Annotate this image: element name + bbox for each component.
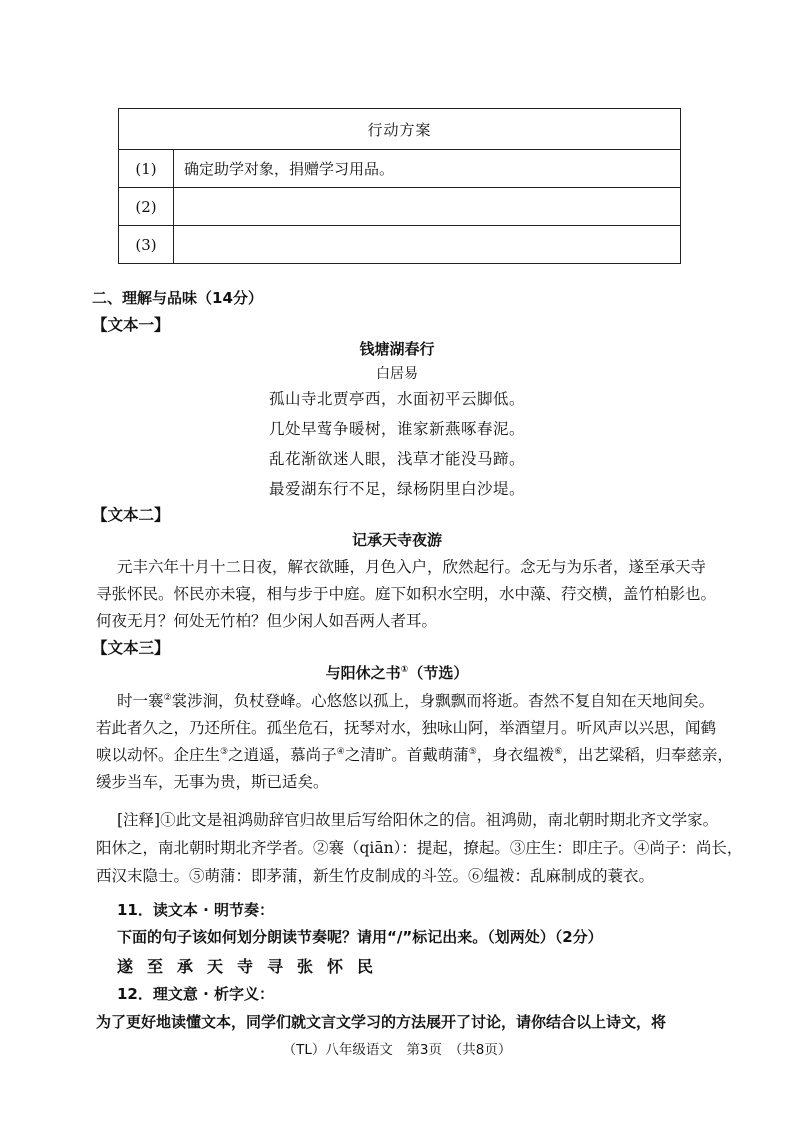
text3-label: 【文本三】: [92, 638, 170, 657]
text3-fragment: ，出艺粱稻，归奉慈亲，: [562, 746, 733, 764]
question-12-prompt: 为了更好地读懂文本，同学们就文言文学习的方法展开了讨论，请你结合以上诗文，将: [96, 1013, 667, 1031]
row-answer-blank[interactable]: [174, 188, 681, 226]
text2-title: 记承天寺夜游: [351, 531, 442, 549]
footnote-marker: ②: [163, 692, 172, 703]
poem-line: 乱花渐欲迷人眼，浅草才能没马蹄。: [268, 450, 525, 468]
text2-label: 【文本二】: [92, 505, 170, 524]
text3-title-suffix: （节选）: [408, 664, 469, 682]
table-row: [119, 226, 681, 264]
text3-fragment: 之逍遥，慕尚子: [228, 746, 337, 764]
row-answer-blank[interactable]: [174, 226, 681, 264]
footnote-marker: ⑤: [468, 746, 477, 757]
question-11-sentence[interactable]: 遂至承天寺寻张怀民: [117, 957, 388, 976]
annotation-line: [注释]①此文是祖鸿勋辞官归故里后写给阳休之的信。祖鸿勋，南北朝时期北齐文学家。: [117, 811, 719, 829]
text3-title: [0, 662, 794, 683]
text2-line: 寻张怀民。怀民亦未寝，相与步于中庭。庭下如积水空明，水中藻、荇交横，盖竹柏影也。: [96, 585, 717, 603]
footnote-marker: ①: [400, 665, 409, 675]
table-header: 行动方案: [119, 109, 681, 150]
table-row: [119, 150, 681, 188]
text3-fragment: 唳以动怀。企庄生: [96, 746, 221, 764]
text1-author: 白居易: [376, 366, 418, 382]
text3-fragment: 时一褰: [117, 692, 164, 710]
poem-line: 几处早莺争暖树，谁家新燕啄春泥。: [268, 420, 525, 438]
text3-line: [96, 743, 733, 765]
footnote-marker: ③: [220, 746, 229, 757]
text3-fragment: 裳涉涧，负杖登峰。心悠悠以孤上，身飘飘而将逝。杳然不复自知在天地间矣。: [171, 692, 715, 710]
question-11-title: 11．读文本 · 明节奏：: [117, 901, 275, 919]
table-row: [119, 188, 681, 226]
action-plan-table: [118, 108, 681, 264]
text2-line: 元丰六年十月十二日夜，解衣欲睡，月色入户，欣然起行。念无与为乐者，遂至承天寺: [117, 558, 707, 576]
text3-line: [117, 689, 714, 711]
page-footer: （TL）八年级语文 第3页 （共8页）: [282, 1042, 512, 1058]
annotation-line: 阳休之，南北朝时期北齐学者。②褰（qiān）：提起，撩起。③庄生：即庄子。④尚子：尚长，: [96, 839, 743, 857]
row-number: (2): [119, 188, 174, 226]
question-11-prompt: 下面的句子该如何划分朗读节奏呢？请用“/”标记出来。（划两处）（2分）: [117, 928, 603, 946]
table-header-row: [119, 109, 681, 150]
poem-line: 最爱湖东行不足，绿杨阴里白沙堤。: [268, 480, 525, 498]
text3-line: 缓步当车，无事为贵，斯已适矣。: [96, 773, 329, 791]
row-number: (3): [119, 226, 174, 264]
footnote-marker: ④: [336, 746, 345, 757]
text3-fragment: ，身衣缊袯: [476, 746, 555, 764]
text3-fragment: 之清旷。首戴萌蒲: [344, 746, 469, 764]
text1-title: 钱塘湖春行: [359, 340, 435, 358]
annotation-line: 西汉末隐士。⑤萌蒲：即茅蒲，新生竹皮制成的斗笠。⑥缊袯：乱麻制成的蓑衣。: [96, 867, 655, 885]
row-text: 确定助学对象，捐赠学习用品。: [174, 150, 681, 188]
row-number: (1): [119, 150, 174, 188]
question-12-title: 12．理文意 · 析字义：: [117, 985, 275, 1003]
text1-label: 【文本一】: [92, 315, 170, 334]
text3-title-main: 与阳休之书: [325, 664, 401, 682]
text2-line: 何夜无月？何处无竹柏？但少闲人如吾两人者耳。: [96, 612, 438, 630]
poem-line: 孤山寺北贾亭西，水面初平云脚低。: [268, 390, 525, 408]
text3-line: 若此者久之，乃还所住。孤坐危石，抚琴对水，独咏山阿，举酒望月。听风声以兴思，闻鹤: [96, 719, 717, 737]
footnote-marker: ⑥: [554, 746, 563, 757]
section-title: 二、理解与品味（14分）: [92, 289, 263, 307]
